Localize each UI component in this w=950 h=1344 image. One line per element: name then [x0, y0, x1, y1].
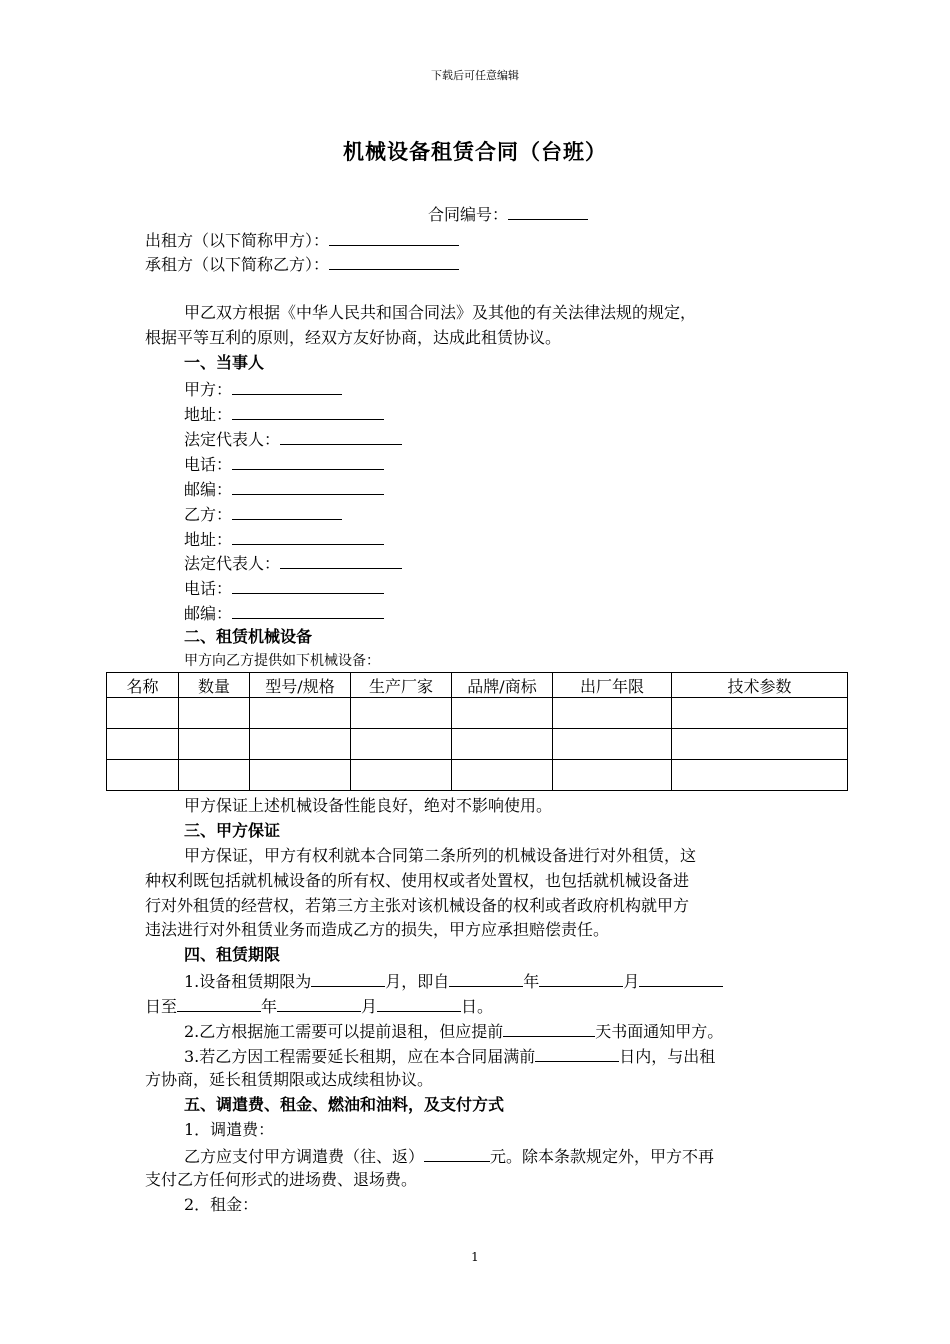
header-note: 下载后可任意编辑	[431, 69, 519, 82]
b-address-blank[interactable]	[232, 528, 384, 545]
section-3-heading: 三、甲方保证	[184, 821, 281, 840]
a-address-label: 地址：	[184, 405, 233, 424]
end-day-blank[interactable]	[377, 995, 461, 1012]
table-cell[interactable]	[672, 698, 848, 729]
col-header-manufacturer: 生产厂家	[351, 673, 452, 698]
page-number: 1	[471, 1250, 479, 1264]
table-cell[interactable]	[553, 760, 672, 791]
party-a-line	[184, 378, 342, 400]
b-rep-label: 法定代表人：	[184, 554, 281, 573]
b-phone-label: 电话：	[184, 579, 233, 598]
table-row	[107, 698, 848, 729]
extension-line	[184, 1045, 715, 1067]
table-cell[interactable]	[351, 698, 452, 729]
start-year-blank[interactable]	[449, 970, 523, 987]
from-label: 月，即自	[385, 972, 450, 991]
dispatch-fee-line	[184, 1145, 714, 1167]
col-header-model: 型号/规格	[250, 673, 351, 698]
table-cell[interactable]	[107, 760, 179, 791]
section-2-subtext: 甲方向乙方提供如下机械设备：	[184, 653, 380, 669]
a-phone-blank[interactable]	[232, 453, 384, 470]
dispatch-fee-blank[interactable]	[424, 1145, 490, 1162]
day-label: 日。	[461, 997, 494, 1016]
section-1-heading: 一、当事人	[184, 353, 265, 372]
table-cell[interactable]	[351, 760, 452, 791]
a-rep-blank[interactable]	[280, 428, 402, 445]
equipment-guarantee: 甲方保证上述机械设备性能良好，绝对不影响使用。	[184, 796, 553, 815]
table-cell[interactable]	[250, 760, 351, 791]
year-label: 年	[261, 997, 278, 1016]
table-cell[interactable]	[250, 698, 351, 729]
table-cell[interactable]	[553, 698, 672, 729]
lessor-line	[145, 229, 459, 251]
party-a-blank[interactable]	[232, 378, 342, 395]
a-address-blank[interactable]	[232, 403, 384, 420]
lessee-label: 承租方（以下简称乙方）：	[145, 255, 330, 274]
end-month-blank[interactable]	[277, 995, 361, 1012]
section-3-line-4: 违法进行对外租赁业务而造成乙方的损失，甲方应承担赔偿责任。	[145, 920, 610, 939]
b-post-blank[interactable]	[232, 602, 384, 619]
section-3-line-2: 种权利既包括就机械设备的所有权、使用权或者处置权，也包括就机械设备进	[145, 871, 690, 890]
intro-line-1: 甲乙双方根据《中华人民共和国合同法》及其他的有关法律法规的规定，	[184, 303, 697, 322]
table-row	[107, 729, 848, 760]
a-post-label: 邮编：	[184, 480, 233, 499]
b-rep-line	[184, 552, 402, 574]
dispatch-fee-label: 乙方应支付甲方调遣费（往、返）	[184, 1147, 425, 1166]
lease-end-line	[145, 995, 493, 1017]
month-label: 月	[361, 997, 378, 1016]
b-address-label: 地址：	[184, 530, 233, 549]
lessor-blank[interactable]	[329, 229, 459, 246]
table-cell[interactable]	[179, 760, 250, 791]
section-3-line-3: 行对外租赁的经营权，若第三方主张对该机械设备的权利或者政府机构就甲方	[145, 896, 690, 915]
table-cell[interactable]	[452, 760, 553, 791]
year-label: 年	[523, 972, 540, 991]
party-b-blank[interactable]	[232, 503, 342, 520]
lessee-blank[interactable]	[329, 253, 459, 270]
table-cell[interactable]	[179, 698, 250, 729]
b-post-label: 邮编：	[184, 604, 233, 623]
lessee-line	[145, 253, 459, 275]
a-post-blank[interactable]	[232, 478, 384, 495]
equipment-table	[106, 672, 848, 791]
table-cell[interactable]	[452, 698, 553, 729]
col-header-specs: 技术参数	[672, 673, 848, 698]
notice-label: 天书面通知甲方。	[595, 1022, 724, 1041]
extension-label: 3.若乙方因工程需要延长租期，应在本合同届满前	[184, 1047, 536, 1066]
contract-number-line	[428, 203, 588, 225]
intro-line-2: 根据平等互利的原则，经双方友好协商，达成此租赁协议。	[145, 328, 562, 347]
a-post-line	[184, 478, 384, 500]
section-2-heading: 二、租赁机械设备	[184, 627, 313, 646]
party-b-line	[184, 503, 342, 525]
b-rep-blank[interactable]	[280, 552, 402, 569]
col-header-quantity: 数量	[179, 673, 250, 698]
table-cell[interactable]	[107, 698, 179, 729]
table-cell[interactable]	[452, 729, 553, 760]
b-phone-blank[interactable]	[232, 577, 384, 594]
dispatch-fee-item: 1．调遣费：	[184, 1120, 275, 1139]
start-day-blank[interactable]	[639, 970, 723, 987]
lease-months-blank[interactable]	[311, 970, 385, 987]
a-address-line	[184, 403, 384, 425]
rent-item: 2．租金：	[184, 1195, 259, 1214]
contract-number-label: 合同编号：	[428, 205, 509, 224]
table-cell[interactable]	[351, 729, 452, 760]
table-cell[interactable]	[553, 729, 672, 760]
a-phone-label: 电话：	[184, 455, 233, 474]
section-5-heading: 五、调遣费、租金、燃油和油料，及支付方式	[184, 1095, 505, 1114]
table-header-row	[107, 673, 848, 698]
table-cell[interactable]	[107, 729, 179, 760]
b-post-line	[184, 602, 384, 624]
col-header-name: 名称	[107, 673, 179, 698]
start-month-blank[interactable]	[539, 970, 623, 987]
a-phone-line	[184, 453, 384, 475]
contract-number-blank[interactable]	[508, 203, 588, 220]
lessor-label: 出租方（以下简称甲方）：	[145, 231, 330, 250]
b-phone-line	[184, 577, 384, 599]
lease-term-label: 1.设备租赁期限为	[184, 972, 312, 991]
table-cell[interactable]	[250, 729, 351, 760]
lease-term-line	[184, 970, 723, 992]
dispatch-fee-line-2: 支付乙方任何形式的进场费、退场费。	[145, 1170, 418, 1189]
section-4-heading: 四、租赁期限	[184, 945, 281, 964]
col-header-brand: 品牌/商标	[452, 673, 553, 698]
extension-line-2: 方协商，延长租赁期限或达成续租协议。	[145, 1070, 434, 1089]
table-cell[interactable]	[672, 729, 848, 760]
party-b-label: 乙方：	[184, 505, 233, 524]
table-cell[interactable]	[179, 729, 250, 760]
notice-days-blank[interactable]	[503, 1020, 595, 1037]
col-header-year: 出厂年限	[553, 673, 672, 698]
extension-days-blank[interactable]	[535, 1045, 619, 1062]
early-return-label: 2.乙方根据施工需要可以提前退租，但应提前	[184, 1022, 504, 1041]
document-title: 机械设备租赁合同（台班）	[343, 139, 607, 164]
table-row	[107, 760, 848, 791]
dispatch-fee-tail: 元。除本条款规定外，甲方不再	[490, 1147, 715, 1166]
extension-tail: 日内，与出租	[619, 1047, 716, 1066]
early-return-line	[184, 1020, 723, 1042]
b-address-line	[184, 528, 384, 550]
a-rep-line	[184, 428, 402, 450]
section-3-line-1: 甲方保证，甲方有权利就本合同第二条所列的机械设备进行对外租赁，这	[184, 846, 697, 865]
a-rep-label: 法定代表人：	[184, 430, 281, 449]
month-label: 月	[623, 972, 640, 991]
end-year-blank[interactable]	[177, 995, 261, 1012]
table-cell[interactable]	[672, 760, 848, 791]
to-label: 日至	[145, 997, 178, 1016]
party-a-label: 甲方：	[184, 380, 233, 399]
